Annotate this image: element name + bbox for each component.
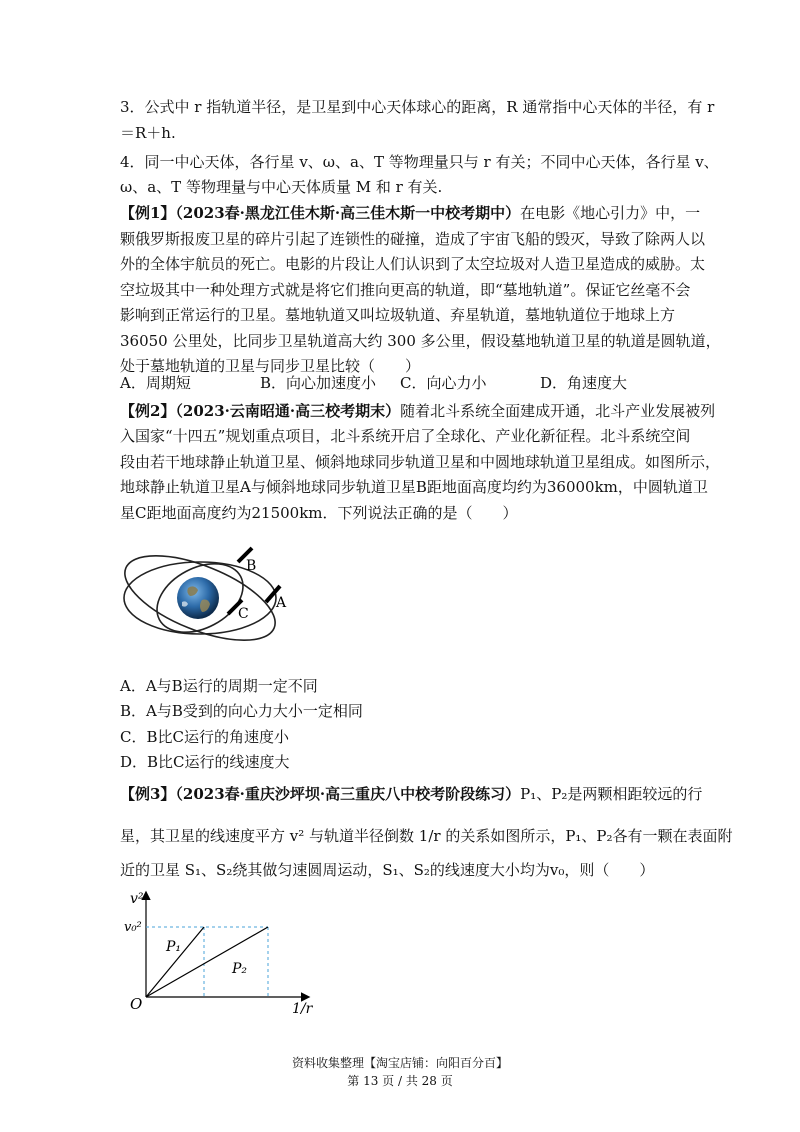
example-2-line-2: 入国家“十四五”规划重点项目，北斗系统开启了全球化、产业化新征程。北斗系统空间 [120,427,691,445]
earth-icon [177,577,219,619]
orbit-diagram [118,540,308,670]
example-1-option-a[interactable]: A．周期短 [120,374,191,392]
p2-label: P₂ [232,961,248,977]
x-axis-label: 1/r [292,1001,313,1015]
example-3-tag: 【例3】（2023春·重庆沙坪坝·高三重庆八中校考阶段练习） [120,785,521,803]
p2-line [146,927,268,997]
y-tick-label: v₀² [124,920,142,935]
example-1-line-1: 在电影《地心引力》中，一 [520,204,701,222]
example-2-line-1: 随着北斗系统全面建成开通，北斗产业发展被列 [400,402,716,420]
example-1-line-7: 处于墓地轨道的卫星与同步卫星比较（ ） [120,357,421,375]
example-2-option-d[interactable]: D．B比C运行的线速度大 [120,753,290,771]
origin-label: O [130,995,143,1013]
p1-line [146,927,204,997]
note-4-line-2: ω、a、T 等物理量与中心天体质量 M 和 r 有关. [120,178,443,196]
note-3-line-1: 3．公式中 r 指轨道半径，是卫星到中心天体球心的距离，R 通常指中心天体的半径，有 r [120,98,715,116]
example-3-line-1: P₁、P₂是两颗相距较远的行 [520,785,703,803]
example-2-tag: 【例2】（2023·云南昭通·高三校考期末） [120,402,401,420]
example-2-option-a[interactable]: A．A与B运行的周期一定不同 [120,677,318,695]
y-axis-label: v² [130,891,144,907]
example-1-option-b[interactable]: B．向心加速度小 [260,374,377,392]
example-3-line-3: 近的卫星 S₁、S₂绕其做匀速圆周运动，S₁、S₂的线速度大小均为v₀，则（ ） [120,861,655,879]
footer-page-number: 第 13 页 / 共 28 页 [347,1074,453,1088]
example-3-header [120,783,702,805]
label-a: A [276,595,287,611]
example-1-line-6: 36050 公里处，比同步卫星轨道高大约 300 多公里，假设墓地轨道卫星的轨道是圆轨道， [120,332,721,350]
example-1-line-3: 外的全体宇航员的死亡。电影的片段让人们认识到了太空垃圾对人造卫星造成的威胁。太 [120,255,706,273]
example-2-line-4: 地球静止轨道卫星A与倾斜地球同步轨道卫星B距地面高度均约为36000km，中圆轨道卫 [120,478,708,496]
example-1-header [120,202,700,224]
example-1-line-2: 颗俄罗斯报废卫星的碎片引起了连锁性的碰撞，造成了宇宙飞船的毁灭，导致了除两人以 [120,230,706,248]
example-2-line-3: 段由若干地球静止轨道卫星、倾斜地球同步轨道卫星和中圆地球轨道卫星组成。如图所示， [120,453,721,471]
example-1-option-c[interactable]: C．向心力小 [400,374,487,392]
label-b: B [246,558,257,574]
footer-source: 资料收集整理【淘宝店铺：向阳百分百】 [291,1056,508,1070]
label-c: C [238,606,249,622]
example-1-option-d[interactable]: D．角速度大 [540,374,628,392]
example-1-tag: 【例1】（2023春·黑龙江佳木斯·高三佳木斯一中校考期中） [120,204,521,222]
example-2-option-b[interactable]: B．A与B受到的向心力大小一定相同 [120,702,363,720]
note-4-line-1: 4．同一中心天体，各行星 v、ω、a、T 等物理量只与 r 有关；不同中心天体，各行星 v、 [120,153,719,171]
example-2-line-5: 星C距地面高度约为21500km．下列说法正确的是（ ） [120,504,518,522]
p1-label: P₁ [166,939,182,955]
note-3-line-2: ＝R＋h. [120,124,176,142]
example-2-option-c[interactable]: C．B比C运行的角速度小 [120,728,289,746]
example-1-line-5: 影响到正常运行的卫星。墓地轨道又叫垃圾轨道、弃星轨道，墓地轨道位于地球上方 [120,306,676,324]
example-3-line-2: 星，其卫星的线速度平方 v² 与轨道半径倒数 1/r 的关系如图所示，P₁、P₂各有一颗在表面附 [120,827,733,845]
example-2-header [120,400,715,422]
example-1-line-4: 空垃圾其中一种处理方式就是将它们推向更高的轨道，即“墓地轨道”。保证它丝毫不会 [120,281,691,299]
v2-vs-inverse-r-graph [120,885,320,1015]
